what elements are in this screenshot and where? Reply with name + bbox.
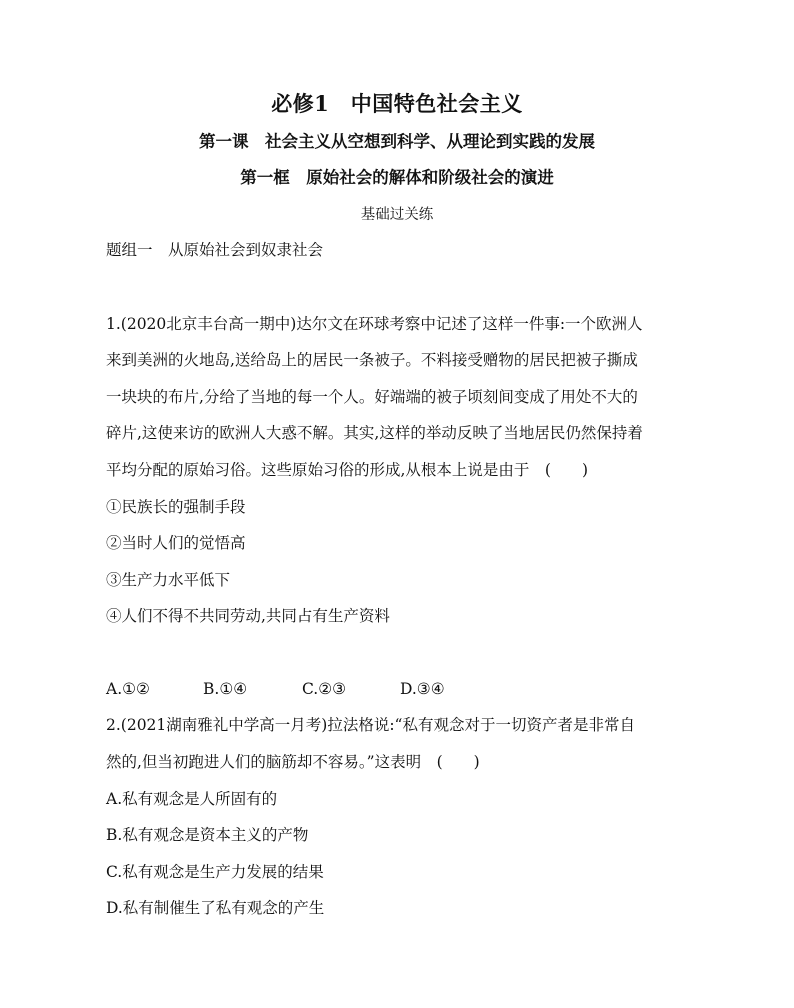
- statement-1: ①民族长的强制手段: [106, 498, 246, 516]
- option-a: A.私有观念是人所固有的: [106, 790, 278, 808]
- option-d: D.③④: [400, 680, 445, 698]
- option-c: C.②③: [302, 680, 347, 698]
- question-2-stem-line: 然的,但当初跑进人们的脑筋却不容易。”这表明 ( ): [106, 753, 480, 771]
- option-b: B.私有观念是资本主义的产物: [106, 826, 309, 844]
- statement-3: ③生产力水平低下: [106, 571, 231, 589]
- question-1-stem-line: 一块块的布片,分给了当地的每一个人。好端端的被子顷刻间变成了用处不大的: [106, 388, 638, 406]
- question-1-options: [106, 678, 526, 700]
- question-1-stem-line: 1.(2020北京丰台高一期中)达尔文在环球考察中记述了这样一件事:一个欧洲人: [106, 315, 643, 333]
- statement-4: ④人们不得不共同劳动,共同占有生产资料: [106, 607, 390, 625]
- frame-title: 第一框 原始社会的解体和阶级社会的演进: [240, 168, 554, 187]
- option-c: C.私有观念是生产力发展的结果: [106, 863, 324, 881]
- exercise-label: 基础过关练: [360, 207, 434, 223]
- option-b: B.①④: [203, 680, 248, 698]
- question-1-stem-line: 平均分配的原始习俗。这些原始习俗的形成,从根本上说是由于 ( ): [106, 461, 589, 479]
- option-d: D.私有制催生了私有观念的产生: [106, 899, 325, 917]
- statement-2: ②当时人们的觉悟高: [106, 534, 246, 552]
- question-1-stem-line: 来到美洲的火地岛,送给岛上的居民一条被子。不料接受赠物的居民把被子撕成: [106, 351, 638, 369]
- module-title: 必修1 中国特色社会主义: [271, 91, 523, 116]
- group-label: 题组一 从原始社会到奴隶社会: [106, 241, 324, 259]
- option-a: A.①②: [106, 680, 150, 698]
- question-2-stem-line: 2.(2021湖南雅礼中学高一月考)拉法格说:“私有观念对于一切资产者是非常自: [106, 716, 635, 734]
- question-1-stem-line: 碎片,这使来访的欧洲人大惑不解。其实,这样的举动反映了当地居民仍然保持着: [106, 424, 643, 442]
- lesson-title: 第一课 社会主义从空想到科学、从理论到实践的发展: [199, 132, 595, 151]
